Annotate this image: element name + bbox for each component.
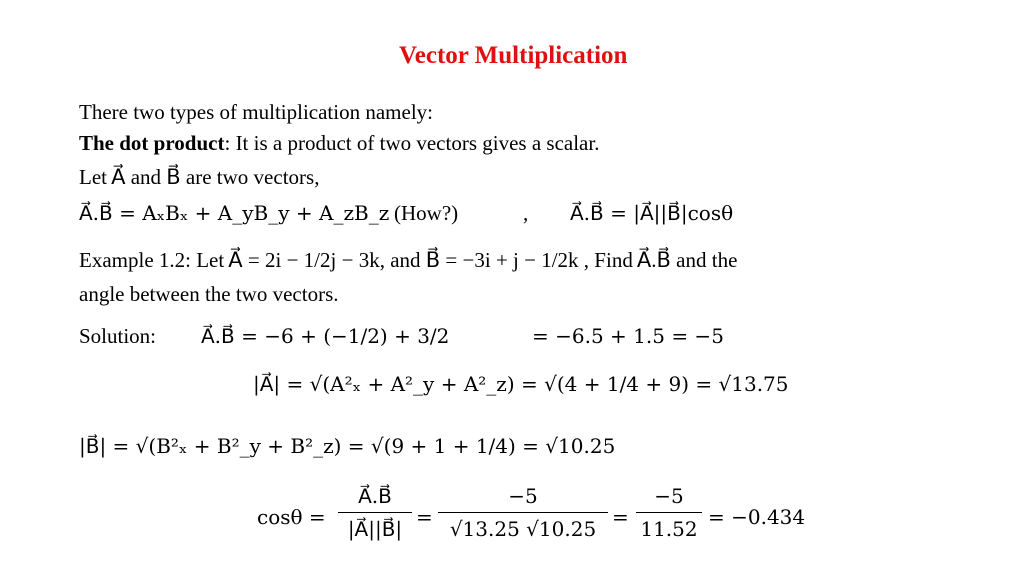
formula-comma: ,: [523, 201, 529, 225]
cos-fraction-1: [338, 484, 412, 541]
equals-sign: =: [416, 505, 433, 529]
fraction-bar: [338, 512, 412, 513]
magnitude-b: |B⃗| = √(B²ₓ + B²_y + B²_z) = √(9 + 1 + 1/4) = √10.25: [79, 434, 616, 458]
cos-fraction-1-num: A⃗.B⃗: [358, 484, 392, 508]
solution-eq1: A⃗.B⃗ = −6 + (−1/2) + 3/2: [201, 324, 450, 348]
dot-product-line: [79, 131, 599, 156]
cos-fraction-2-num: −5: [508, 484, 538, 508]
formula-cos: A⃗.B⃗ = |A⃗||B⃗|cosθ: [570, 201, 734, 225]
cos-fraction-3-den: 11.52: [640, 517, 698, 541]
cos-fraction-1-den: |A⃗||B⃗|: [347, 517, 403, 541]
cos-label: cosθ =: [257, 505, 326, 529]
cos-fraction-2: [438, 484, 608, 541]
cos-fraction-3: [636, 484, 702, 541]
fraction-bar: [438, 512, 608, 513]
cos-result: = −0.434: [708, 505, 806, 529]
slide-title: Vector Multiplication: [399, 42, 628, 69]
cos-fraction-2-den: √13.25 √10.25: [449, 517, 597, 541]
formula-components: A⃗.B⃗ = AₓBₓ + A_yB_y + A_zB_z: [79, 201, 390, 225]
dot-product-term: The dot product: [79, 131, 225, 155]
equals-sign: =: [612, 505, 629, 529]
example-line-2: angle between the two vectors.: [79, 282, 339, 306]
solution-eq1b: = −6.5 + 1.5 = −5: [532, 324, 724, 348]
intro-line: There two types of multiplication namely:: [79, 100, 433, 124]
let-line: Let A⃗ and B⃗ are two vectors,: [79, 165, 320, 189]
formula-how: (How?): [394, 201, 459, 225]
fraction-bar: [636, 512, 702, 513]
dot-product-desc: : It is a product of two vectors gives a scalar.: [224, 131, 600, 155]
solution-label: Solution:: [79, 324, 157, 348]
example-line: Example 1.2: Let A⃗ = 2i − 1/2j − 3k, and B⃗ = −3i + j − 1/2k , Find A⃗.B⃗ and the: [79, 248, 738, 272]
magnitude-a: |A⃗| = √(A²ₓ + A²_y + A²_z) = √(4 + 1/4 + 9) = √13.75: [253, 372, 789, 396]
cos-fraction-3-num: −5: [654, 484, 684, 508]
